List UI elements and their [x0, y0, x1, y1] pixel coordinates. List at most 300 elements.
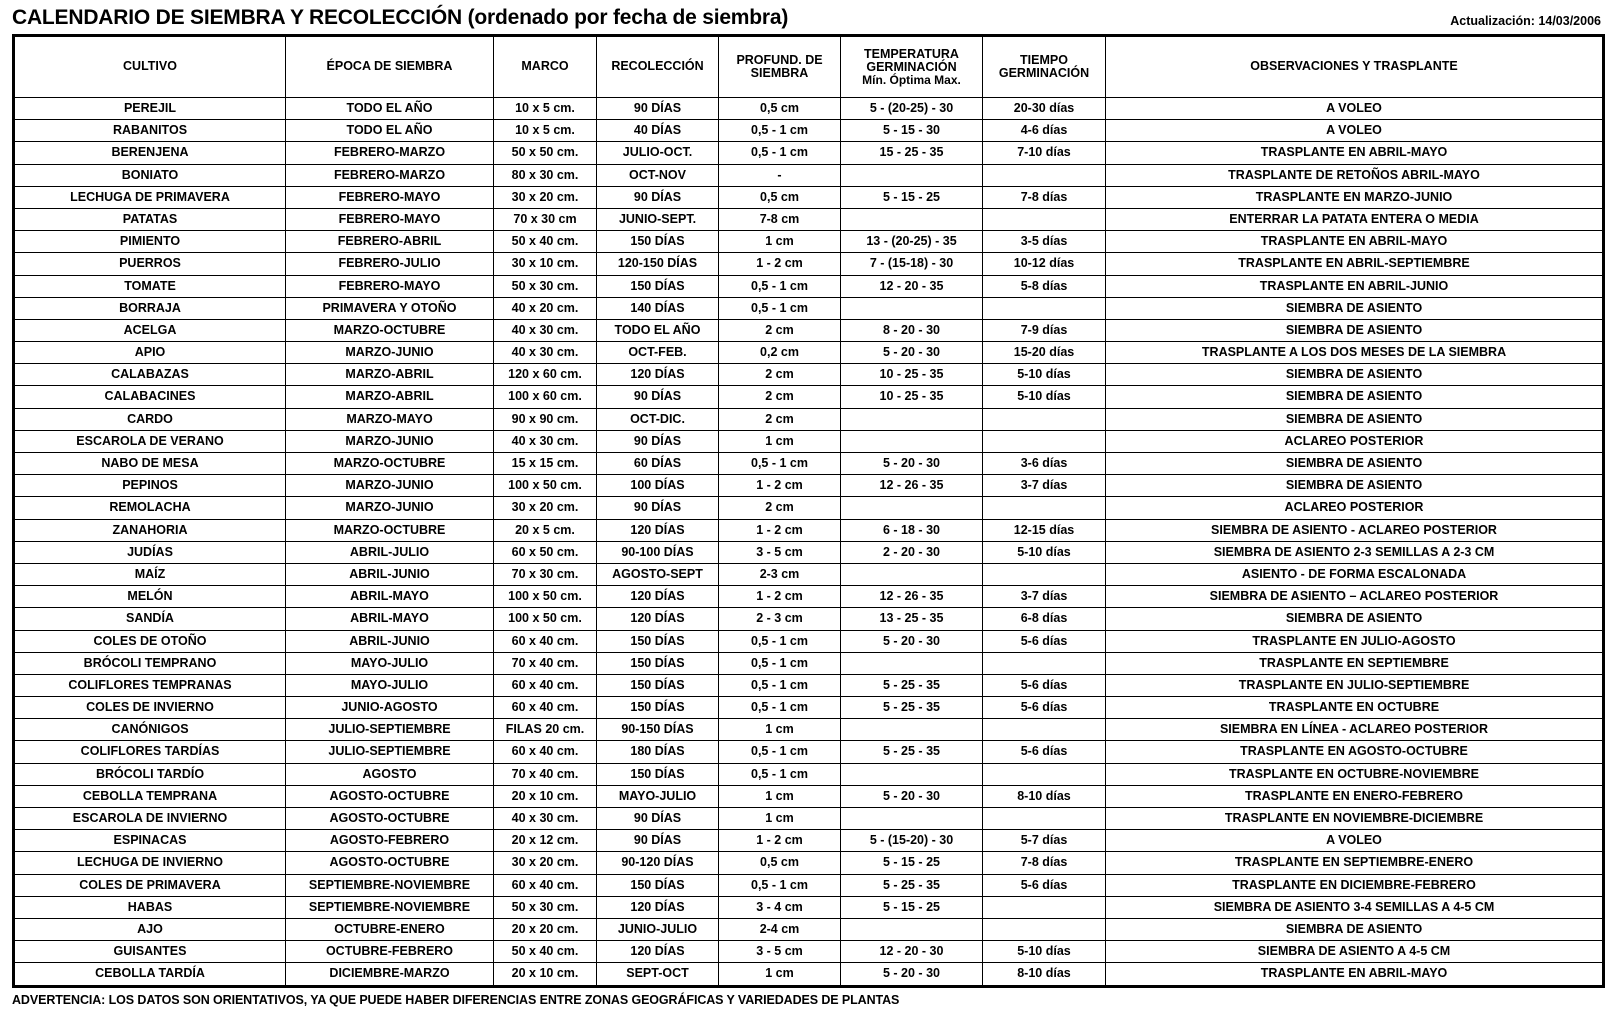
cell-recoleccion: 150 DÍAS — [597, 697, 719, 719]
cell-observaciones: A VOLEO — [1106, 98, 1604, 120]
table-row — [14, 120, 1604, 142]
cell-profundidad-siembra: 0,5 cm — [719, 98, 841, 120]
cell-marco: 30 x 10 cm. — [494, 253, 597, 275]
cell-epoca-siembra: AGOSTO-OCTUBRE — [286, 852, 494, 874]
cell-observaciones: TRASPLANTE DE RETOÑOS ABRIL-MAYO — [1106, 164, 1604, 186]
cell-marco: 30 x 20 cm. — [494, 186, 597, 208]
cell-epoca-siembra: MARZO-ABRIL — [286, 364, 494, 386]
cell-tiempo-germinacion: 5-7 días — [983, 830, 1106, 852]
cell-cultivo: PUERROS — [14, 253, 286, 275]
cell-marco: 60 x 40 cm. — [494, 741, 597, 763]
column-header-observaciones — [1106, 36, 1604, 98]
table-row — [14, 808, 1604, 830]
cell-observaciones: TRASPLANTE EN ENERO-FEBRERO — [1106, 785, 1604, 807]
cell-recoleccion: JULIO-OCT. — [597, 142, 719, 164]
cell-observaciones: SIEMBRA DE ASIENTO — [1106, 386, 1604, 408]
table-row — [14, 918, 1604, 940]
last-update-label: Actualización: 14/03/2006 — [1450, 14, 1601, 28]
cell-recoleccion: 120 DÍAS — [597, 586, 719, 608]
cell-cultivo: COLES DE OTOÑO — [14, 630, 286, 652]
cell-tiempo-germinacion: 5-10 días — [983, 364, 1106, 386]
cell-temperatura-germinacion: 5 - 15 - 25 — [841, 896, 983, 918]
column-header-label: ÉPOCA DE SIEMBRA — [326, 59, 453, 74]
table-row — [14, 519, 1604, 541]
table-row — [14, 142, 1604, 164]
cell-recoleccion: SEPT-OCT — [597, 963, 719, 986]
cell-observaciones: TRASPLANTE EN SEPTIEMBRE-ENERO — [1106, 852, 1604, 874]
cell-cultivo: ESPINACAS — [14, 830, 286, 852]
cell-observaciones: TRASPLANTE EN OCTUBRE-NOVIEMBRE — [1106, 763, 1604, 785]
cell-profundidad-siembra: 1 - 2 cm — [719, 830, 841, 852]
cell-marco: 10 x 5 cm. — [494, 120, 597, 142]
cell-recoleccion: 90-100 DÍAS — [597, 541, 719, 563]
cell-recoleccion: 90 DÍAS — [597, 186, 719, 208]
cell-observaciones: TRASPLANTE EN OCTUBRE — [1106, 697, 1604, 719]
cell-recoleccion: OCT-FEB. — [597, 342, 719, 364]
cell-observaciones: TRASPLANTE EN ABRIL-MAYO — [1106, 231, 1604, 253]
cell-tiempo-germinacion: 5-8 días — [983, 275, 1106, 297]
table-row — [14, 297, 1604, 319]
cell-recoleccion: 90 DÍAS — [597, 430, 719, 452]
cell-profundidad-siembra: 0,2 cm — [719, 342, 841, 364]
cell-cultivo: BRÓCOLI TARDÍO — [14, 763, 286, 785]
cell-epoca-siembra: ABRIL-MAYO — [286, 586, 494, 608]
table-row — [14, 763, 1604, 785]
cell-temperatura-germinacion — [841, 164, 983, 186]
cell-tiempo-germinacion: 5-10 días — [983, 386, 1106, 408]
cell-temperatura-germinacion: 12 - 20 - 35 — [841, 275, 983, 297]
cell-temperatura-germinacion: 5 - 15 - 25 — [841, 852, 983, 874]
table-row — [14, 852, 1604, 874]
cell-marco: 40 x 20 cm. — [494, 297, 597, 319]
cell-cultivo: CEBOLLA TARDÍA — [14, 963, 286, 986]
cell-tiempo-germinacion: 5-6 días — [983, 741, 1106, 763]
cell-marco: 40 x 30 cm. — [494, 808, 597, 830]
cell-marco: 70 x 30 cm — [494, 208, 597, 230]
cell-recoleccion: MAYO-JULIO — [597, 785, 719, 807]
cell-profundidad-siembra: 2 cm — [719, 497, 841, 519]
cell-observaciones: ENTERRAR LA PATATA ENTERA O MEDIA — [1106, 208, 1604, 230]
table-row — [14, 408, 1604, 430]
cell-temperatura-germinacion — [841, 497, 983, 519]
cell-profundidad-siembra: 0,5 - 1 cm — [719, 652, 841, 674]
cell-tiempo-germinacion — [983, 719, 1106, 741]
column-header-marco — [494, 36, 597, 98]
cell-cultivo: BORRAJA — [14, 297, 286, 319]
cell-epoca-siembra: MARZO-MAYO — [286, 408, 494, 430]
cell-tiempo-germinacion: 5-6 días — [983, 630, 1106, 652]
cell-temperatura-germinacion: 5 - 20 - 30 — [841, 453, 983, 475]
cell-marco: 30 x 20 cm. — [494, 852, 597, 874]
table-row — [14, 98, 1604, 120]
cell-observaciones: TRASPLANTE EN ABRIL-MAYO — [1106, 142, 1604, 164]
cell-recoleccion: JUNIO-JULIO — [597, 918, 719, 940]
cell-cultivo: COLIFLORES TARDÍAS — [14, 741, 286, 763]
cell-observaciones: SIEMBRA DE ASIENTO — [1106, 475, 1604, 497]
cell-observaciones: TRASPLANTE EN JULIO-AGOSTO — [1106, 630, 1604, 652]
cell-epoca-siembra: MARZO-OCTUBRE — [286, 319, 494, 341]
table-row — [14, 586, 1604, 608]
cell-observaciones: TRASPLANTE EN AGOSTO-OCTUBRE — [1106, 741, 1604, 763]
cell-epoca-siembra: ABRIL-MAYO — [286, 608, 494, 630]
cell-profundidad-siembra: 2-3 cm — [719, 563, 841, 585]
column-header-label: TEMPERATURA GERMINACIÓN — [864, 46, 959, 74]
cell-temperatura-germinacion — [841, 808, 983, 830]
cell-epoca-siembra: MARZO-JUNIO — [286, 430, 494, 452]
column-header-cultivo — [14, 36, 286, 98]
cell-recoleccion: 120 DÍAS — [597, 364, 719, 386]
cell-tiempo-germinacion: 7-9 días — [983, 319, 1106, 341]
cell-epoca-siembra: MARZO-OCTUBRE — [286, 453, 494, 475]
cell-marco: 20 x 12 cm. — [494, 830, 597, 852]
cell-recoleccion: 100 DÍAS — [597, 475, 719, 497]
cell-observaciones: TRASPLANTE EN ABRIL-JUNIO — [1106, 275, 1604, 297]
cell-recoleccion: 60 DÍAS — [597, 453, 719, 475]
cell-profundidad-siembra: 1 cm — [719, 719, 841, 741]
column-header-label: MARCO — [521, 59, 569, 74]
table-row — [14, 652, 1604, 674]
cell-recoleccion: 120-150 DÍAS — [597, 253, 719, 275]
cell-tiempo-germinacion: 4-6 días — [983, 120, 1106, 142]
cell-temperatura-germinacion — [841, 563, 983, 585]
cell-temperatura-germinacion — [841, 918, 983, 940]
cell-epoca-siembra: OCTUBRE-FEBRERO — [286, 941, 494, 963]
cell-recoleccion: 90 DÍAS — [597, 830, 719, 852]
cell-cultivo: ESCAROLA DE INVIERNO — [14, 808, 286, 830]
cell-temperatura-germinacion — [841, 408, 983, 430]
warning-note: ADVERTENCIA: LOS DATOS SON ORIENTATIVOS, YA QUE PUEDE HABER DIFERENCIAS ENTRE ZONAS GEOGRÁFICAS Y VARIEDADES DE PLANTAS — [12, 992, 900, 1007]
cell-recoleccion: 90 DÍAS — [597, 98, 719, 120]
cell-tiempo-germinacion — [983, 497, 1106, 519]
column-header-label: PROFUND. DE SIEMBRA — [736, 52, 823, 80]
table-row — [14, 430, 1604, 452]
table-row — [14, 164, 1604, 186]
cell-epoca-siembra: FEBRERO-MAYO — [286, 186, 494, 208]
cell-cultivo: ESCAROLA DE VERANO — [14, 430, 286, 452]
cell-marco: 40 x 30 cm. — [494, 342, 597, 364]
cell-epoca-siembra: SEPTIEMBRE-NOVIEMBRE — [286, 896, 494, 918]
column-header-tiempo-germinacion — [983, 36, 1106, 98]
cell-cultivo: GUISANTES — [14, 941, 286, 963]
cell-marco: 50 x 30 cm. — [494, 275, 597, 297]
cell-marco: 60 x 50 cm. — [494, 541, 597, 563]
cell-epoca-siembra: DICIEMBRE-MARZO — [286, 963, 494, 986]
table-row — [14, 319, 1604, 341]
cell-observaciones: SIEMBRA DE ASIENTO 3-4 SEMILLAS A 4-5 CM — [1106, 896, 1604, 918]
cell-temperatura-germinacion — [841, 652, 983, 674]
cell-tiempo-germinacion: 3-5 días — [983, 231, 1106, 253]
cell-profundidad-siembra: 2 - 3 cm — [719, 608, 841, 630]
cell-cultivo: MELÓN — [14, 586, 286, 608]
cell-tiempo-germinacion: 5-10 días — [983, 941, 1106, 963]
cell-marco: 20 x 10 cm. — [494, 963, 597, 986]
cell-tiempo-germinacion: 15-20 días — [983, 342, 1106, 364]
table-row — [14, 342, 1604, 364]
cell-observaciones: TRASPLANTE EN NOVIEMBRE-DICIEMBRE — [1106, 808, 1604, 830]
cell-recoleccion: 90-150 DÍAS — [597, 719, 719, 741]
cell-observaciones: SIEMBRA EN LÍNEA - ACLAREO POSTERIOR — [1106, 719, 1604, 741]
cell-profundidad-siembra: 1 cm — [719, 231, 841, 253]
cell-epoca-siembra: ABRIL-JUNIO — [286, 563, 494, 585]
table-row — [14, 630, 1604, 652]
cell-tiempo-germinacion: 7-8 días — [983, 186, 1106, 208]
column-header-recoleccion — [597, 36, 719, 98]
cell-observaciones: TRASPLANTE EN ABRIL-SEPTIEMBRE — [1106, 253, 1604, 275]
cell-marco: 100 x 60 cm. — [494, 386, 597, 408]
table-row — [14, 275, 1604, 297]
cell-temperatura-germinacion: 7 - (15-18) - 30 — [841, 253, 983, 275]
cell-cultivo: PATATAS — [14, 208, 286, 230]
cell-cultivo: BONIATO — [14, 164, 286, 186]
column-header-profundidad-siembra — [719, 36, 841, 98]
cell-tiempo-germinacion: 5-6 días — [983, 674, 1106, 696]
cell-epoca-siembra: MAYO-JULIO — [286, 674, 494, 696]
cell-profundidad-siembra: 3 - 5 cm — [719, 941, 841, 963]
cell-profundidad-siembra: 2 cm — [719, 386, 841, 408]
cell-marco: 70 x 40 cm. — [494, 652, 597, 674]
cell-epoca-siembra: TODO EL AÑO — [286, 98, 494, 120]
cell-marco: 120 x 60 cm. — [494, 364, 597, 386]
cell-cultivo: MAÍZ — [14, 563, 286, 585]
cell-recoleccion: 40 DÍAS — [597, 120, 719, 142]
cell-epoca-siembra: MAYO-JULIO — [286, 652, 494, 674]
cell-recoleccion: 90 DÍAS — [597, 497, 719, 519]
cell-tiempo-germinacion: 3-7 días — [983, 475, 1106, 497]
cell-cultivo: CARDO — [14, 408, 286, 430]
cell-observaciones: SIEMBRA DE ASIENTO — [1106, 319, 1604, 341]
cell-marco: 90 x 90 cm. — [494, 408, 597, 430]
cell-recoleccion: 120 DÍAS — [597, 608, 719, 630]
cell-profundidad-siembra: 0,5 - 1 cm — [719, 142, 841, 164]
cell-epoca-siembra: JULIO-SEPTIEMBRE — [286, 741, 494, 763]
cell-tiempo-germinacion — [983, 430, 1106, 452]
cell-profundidad-siembra: 0,5 cm — [719, 852, 841, 874]
cell-tiempo-germinacion: 3-6 días — [983, 453, 1106, 475]
cell-profundidad-siembra: 2 cm — [719, 408, 841, 430]
cell-epoca-siembra: MARZO-JUNIO — [286, 475, 494, 497]
cell-tiempo-germinacion: 6-8 días — [983, 608, 1106, 630]
cell-recoleccion: 150 DÍAS — [597, 874, 719, 896]
table-body — [14, 98, 1604, 987]
cell-observaciones: TRASPLANTE EN DICIEMBRE-FEBRERO — [1106, 874, 1604, 896]
cell-recoleccion: JUNIO-SEPT. — [597, 208, 719, 230]
table-header — [14, 36, 1604, 98]
cell-epoca-siembra: ABRIL-JUNIO — [286, 630, 494, 652]
cell-observaciones: TRASPLANTE EN SEPTIEMBRE — [1106, 652, 1604, 674]
cell-cultivo: PIMIENTO — [14, 231, 286, 253]
table-row — [14, 874, 1604, 896]
cell-tiempo-germinacion — [983, 164, 1106, 186]
cell-temperatura-germinacion: 5 - 25 - 35 — [841, 697, 983, 719]
cell-marco: 70 x 30 cm. — [494, 563, 597, 585]
cell-epoca-siembra: MARZO-JUNIO — [286, 342, 494, 364]
cell-temperatura-germinacion: 10 - 25 - 35 — [841, 386, 983, 408]
cell-recoleccion: 120 DÍAS — [597, 519, 719, 541]
cell-tiempo-germinacion: 5-10 días — [983, 541, 1106, 563]
cell-profundidad-siembra: - — [719, 164, 841, 186]
cell-epoca-siembra: FEBRERO-JULIO — [286, 253, 494, 275]
cell-temperatura-germinacion — [841, 430, 983, 452]
column-header-label: CULTIVO — [123, 59, 177, 74]
cell-marco: 70 x 40 cm. — [494, 763, 597, 785]
table-header-row — [14, 36, 1604, 98]
cell-observaciones: SIEMBRA DE ASIENTO — [1106, 364, 1604, 386]
cell-cultivo: CANÓNIGOS — [14, 719, 286, 741]
cell-observaciones: A VOLEO — [1106, 120, 1604, 142]
cell-tiempo-germinacion — [983, 408, 1106, 430]
cell-recoleccion: 150 DÍAS — [597, 652, 719, 674]
cell-marco: 80 x 30 cm. — [494, 164, 597, 186]
cell-cultivo: BRÓCOLI TEMPRANO — [14, 652, 286, 674]
table-row — [14, 475, 1604, 497]
cell-tiempo-germinacion: 20-30 días — [983, 98, 1106, 120]
cell-epoca-siembra: FEBRERO-MARZO — [286, 142, 494, 164]
cell-observaciones: SIEMBRA DE ASIENTO — [1106, 918, 1604, 940]
cell-observaciones: SIEMBRA DE ASIENTO A 4-5 CM — [1106, 941, 1604, 963]
table-row — [14, 231, 1604, 253]
cell-marco: 40 x 30 cm. — [494, 430, 597, 452]
cell-cultivo: ACELGA — [14, 319, 286, 341]
cell-epoca-siembra: FEBRERO-ABRIL — [286, 231, 494, 253]
cell-marco: 100 x 50 cm. — [494, 608, 597, 630]
cell-tiempo-germinacion: 12-15 días — [983, 519, 1106, 541]
table-row — [14, 963, 1604, 986]
cell-tiempo-germinacion: 8-10 días — [983, 963, 1106, 986]
cell-tiempo-germinacion — [983, 808, 1106, 830]
cell-cultivo: CEBOLLA TEMPRANA — [14, 785, 286, 807]
column-header-label: TIEMPO GERMINACIÓN — [998, 52, 1090, 80]
cell-tiempo-germinacion — [983, 208, 1106, 230]
table-row — [14, 208, 1604, 230]
cell-profundidad-siembra: 3 - 4 cm — [719, 896, 841, 918]
cell-marco: 60 x 40 cm. — [494, 630, 597, 652]
cell-temperatura-germinacion: 10 - 25 - 35 — [841, 364, 983, 386]
cell-temperatura-germinacion — [841, 719, 983, 741]
cell-observaciones: SIEMBRA DE ASIENTO 2-3 SEMILLAS A 2-3 CM — [1106, 541, 1604, 563]
cell-marco: 15 x 15 cm. — [494, 453, 597, 475]
table-row — [14, 253, 1604, 275]
cell-recoleccion: AGOSTO-SEPT — [597, 563, 719, 585]
cell-observaciones: TRASPLANTE A LOS DOS MESES DE LA SIEMBRA — [1106, 342, 1604, 364]
cell-cultivo: CALABACINES — [14, 386, 286, 408]
cell-observaciones: SIEMBRA DE ASIENTO — [1106, 608, 1604, 630]
cell-profundidad-siembra: 0,5 - 1 cm — [719, 120, 841, 142]
cell-profundidad-siembra: 2-4 cm — [719, 918, 841, 940]
cell-cultivo: TOMATE — [14, 275, 286, 297]
table-row — [14, 453, 1604, 475]
cell-temperatura-germinacion: 12 - 26 - 35 — [841, 586, 983, 608]
cell-epoca-siembra: AGOSTO-FEBRERO — [286, 830, 494, 852]
cell-temperatura-germinacion: 5 - 20 - 30 — [841, 963, 983, 986]
cell-marco: 20 x 5 cm. — [494, 519, 597, 541]
cell-temperatura-germinacion: 5 - (15-20) - 30 — [841, 830, 983, 852]
column-header-label: RECOLECCIÓN — [611, 59, 704, 74]
cell-tiempo-germinacion: 7-10 días — [983, 142, 1106, 164]
cell-recoleccion: 120 DÍAS — [597, 941, 719, 963]
cell-profundidad-siembra: 0,5 - 1 cm — [719, 674, 841, 696]
cell-marco: 50 x 40 cm. — [494, 231, 597, 253]
sowing-harvest-table — [12, 34, 1605, 988]
table-row — [14, 541, 1604, 563]
cell-marco: 100 x 50 cm. — [494, 586, 597, 608]
cell-observaciones: SIEMBRA DE ASIENTO — [1106, 453, 1604, 475]
table-row — [14, 697, 1604, 719]
cell-tiempo-germinacion — [983, 896, 1106, 918]
cell-marco: 20 x 20 cm. — [494, 918, 597, 940]
table-row — [14, 563, 1604, 585]
cell-recoleccion: 90 DÍAS — [597, 808, 719, 830]
cell-epoca-siembra: SEPTIEMBRE-NOVIEMBRE — [286, 874, 494, 896]
cell-cultivo: COLES DE INVIERNO — [14, 697, 286, 719]
cell-profundidad-siembra: 1 - 2 cm — [719, 519, 841, 541]
cell-recoleccion: 150 DÍAS — [597, 231, 719, 253]
table-row — [14, 674, 1604, 696]
cell-profundidad-siembra: 0,5 - 1 cm — [719, 741, 841, 763]
cell-recoleccion: 120 DÍAS — [597, 896, 719, 918]
cell-profundidad-siembra: 0,5 - 1 cm — [719, 453, 841, 475]
table-row — [14, 608, 1604, 630]
cell-profundidad-siembra: 2 cm — [719, 364, 841, 386]
cell-profundidad-siembra: 0,5 cm — [719, 186, 841, 208]
cell-temperatura-germinacion — [841, 763, 983, 785]
cell-epoca-siembra: MARZO-ABRIL — [286, 386, 494, 408]
cell-temperatura-germinacion: 5 - (20-25) - 30 — [841, 98, 983, 120]
cell-cultivo: BERENJENA — [14, 142, 286, 164]
table-row — [14, 896, 1604, 918]
cell-profundidad-siembra: 1 cm — [719, 785, 841, 807]
cell-tiempo-germinacion: 5-6 días — [983, 874, 1106, 896]
cell-marco: 50 x 30 cm. — [494, 896, 597, 918]
table-row — [14, 830, 1604, 852]
cell-profundidad-siembra: 0,5 - 1 cm — [719, 697, 841, 719]
cell-epoca-siembra: MARZO-JUNIO — [286, 497, 494, 519]
cell-recoleccion: 150 DÍAS — [597, 630, 719, 652]
cell-epoca-siembra: OCTUBRE-ENERO — [286, 918, 494, 940]
cell-recoleccion: 150 DÍAS — [597, 674, 719, 696]
cell-profundidad-siembra: 0,5 - 1 cm — [719, 275, 841, 297]
table-row — [14, 741, 1604, 763]
cell-cultivo: LECHUGA DE INVIERNO — [14, 852, 286, 874]
cell-cultivo: NABO DE MESA — [14, 453, 286, 475]
cell-epoca-siembra: FEBRERO-MARZO — [286, 164, 494, 186]
cell-marco: 10 x 5 cm. — [494, 98, 597, 120]
cell-profundidad-siembra: 1 cm — [719, 963, 841, 986]
table-row — [14, 386, 1604, 408]
cell-cultivo: JUDÍAS — [14, 541, 286, 563]
cell-temperatura-germinacion: 5 - 15 - 30 — [841, 120, 983, 142]
page-title: CALENDARIO DE SIEMBRA Y RECOLECCIÓN (ordenado por fecha de siembra) — [12, 6, 789, 29]
column-header-temperatura-germinacion — [841, 36, 983, 98]
cell-temperatura-germinacion: 8 - 20 - 30 — [841, 319, 983, 341]
cell-cultivo: AJO — [14, 918, 286, 940]
cell-cultivo: APIO — [14, 342, 286, 364]
cell-epoca-siembra: ABRIL-JULIO — [286, 541, 494, 563]
cell-tiempo-germinacion: 8-10 días — [983, 785, 1106, 807]
cell-marco: 100 x 50 cm. — [494, 475, 597, 497]
cell-profundidad-siembra: 0,5 - 1 cm — [719, 874, 841, 896]
cell-epoca-siembra: JUNIO-AGOSTO — [286, 697, 494, 719]
cell-temperatura-germinacion — [841, 208, 983, 230]
column-header-label: OBSERVACIONES Y TRASPLANTE — [1250, 59, 1458, 74]
table-row — [14, 186, 1604, 208]
cell-observaciones: ACLAREO POSTERIOR — [1106, 430, 1604, 452]
cell-tiempo-germinacion — [983, 652, 1106, 674]
cell-temperatura-germinacion: 5 - 15 - 25 — [841, 186, 983, 208]
column-header-epoca-siembra — [286, 36, 494, 98]
cell-marco: 20 x 10 cm. — [494, 785, 597, 807]
cell-temperatura-germinacion: 5 - 25 - 35 — [841, 674, 983, 696]
cell-cultivo: COLIFLORES TEMPRANAS — [14, 674, 286, 696]
